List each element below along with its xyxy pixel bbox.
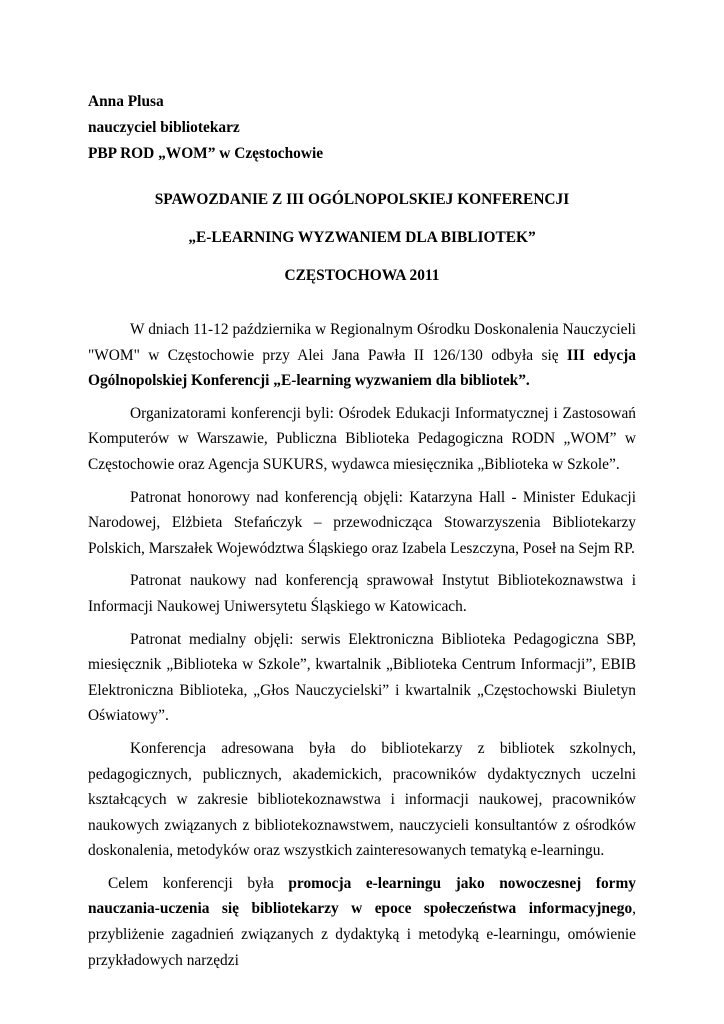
paragraph-audience: Konferencja adresowana była do bibliotekarzy z bibliotek szkolnych, pedagogicznych, publicznych, akademickich, pracowników dydaktycznych uczelni kształcących w zakresie bibliotekoznawstwa i informacji naukowej, pracowników naukowych związanych z bibliotekoznawstwem, nauczycieli konsultantów z ośrodków doskonalenia, metodyków oraz wszystkich zainteresowanych tematyką e-learningu. [88,739,636,860]
paragraph-goal [88,871,636,973]
title-block [88,189,636,287]
paragraph-dates [88,317,636,394]
report-title: SPAWOZDANIE Z III OGÓLNOPOLSKIEJ KONFERENCJI [154,191,570,208]
paragraph-emphasis: promocja e-learningu jako nowoczesnej formy nauczania-uczenia się bibliotekarzy w epoce społeczeństwa informacyjnego [88,874,636,918]
paragraph-media-patronage: Patronat medialny objęli: serwis Elektroniczna Biblioteka Pedagogiczna SBP, miesięcznik „Biblioteka w Szkole”, kwartalnik „Biblioteka Centrum Informacji”, EBIB Elektroniczna Biblioteka, „Głos Nauczycielski” i kwartalnik „Częstochowski Biuletyn Oświatowy”. [88,630,636,725]
conference-name: „E-LEARNING WYZWANIEM DLA BIBLIOTEK” [188,229,536,246]
paragraph-honorary-patronage: Patronat honorowy nad konferencją objęli: Katarzyna Hall - Minister Edukacji Narodowej, Elżbieta Stefańczyk – przewodnicząca Stowarzyszenia Bibliotekarzy Polskich, Marszałek Województwa Śląskiego oraz Izabela Leszczyna, Poseł na Sejm RP. [88,488,636,557]
paragraph-scientific-patronage: Patronat naukowy nad konferencją sprawował Instytut Bibliotekoznawstwa i Informacji Naukowej Uniwersytetu Śląskiego w Katowicach. [88,572,636,615]
paragraph-text: , przybliżenie zagadnień związanych z dydaktyką i metodyką e-learningu, omówienie przykładowych narzędzi [88,900,636,969]
author-block [88,89,636,167]
report-body [88,317,636,973]
author-institution: PBP ROD „WOM” w Częstochowie [88,145,324,162]
author-position: nauczyciel bibliotekarz [88,119,240,136]
paragraph-text: Celem konferencji była [108,874,289,892]
conference-place-year: CZĘSTOCHOWA 2011 [284,267,440,284]
paragraph-emphasis: III edycja Ogólnopolskiej Konferencji „E-learning wyzwaniem dla bibliotek”. [88,346,636,390]
paragraph-text: W dniach 11-12 października w Regionalnym Ośrodku Doskonalenia Nauczycieli "WOM" w Częstochowie przy Alei Jana Pawła II 126/130 odbyła się [88,321,636,364]
paragraph-organizers: Organizatorami konferencji byli: Ośrodek Edukacji Informatycznej i Zastosowań Komputerów w Warszawie, Publiczna Biblioteka Pedagogiczna RODN „WOM” w Częstochowie oraz Agencja SUKURS, wydawca miesięcznika „Biblioteka w Szkole”. [88,404,636,473]
author-name: Anna Plusa [88,93,164,110]
